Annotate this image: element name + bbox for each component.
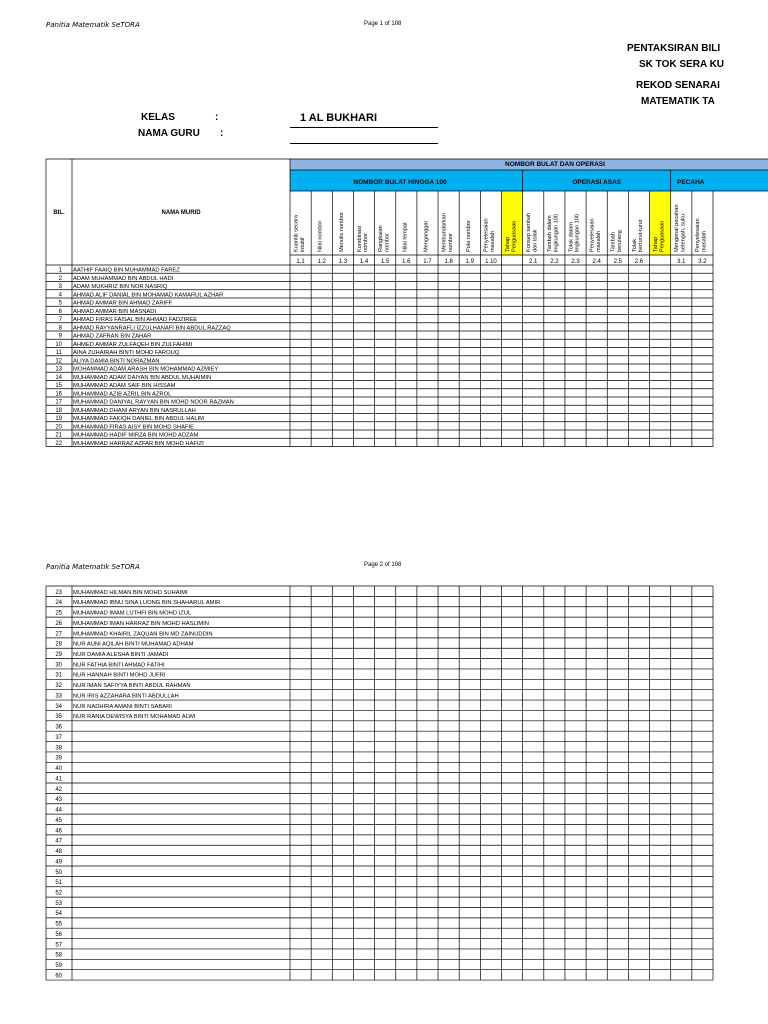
student-name: MUHAMMAD IBNU SINA LUONG BIN SHAHARUL AMIR <box>73 600 221 607</box>
student-no: 2 <box>58 275 62 282</box>
page1-header-left: Panitia Matematik SeTORA <box>46 21 140 29</box>
student-name: NUR IMAN SAFIYYA BINTI ABDUL RAHMAN <box>73 683 191 690</box>
column-label <box>484 218 496 252</box>
kelas-label: KELAS <box>141 112 175 123</box>
student-name: MUHAMMAD HARRAZ AZFAR BIN MOHD HAFIZI <box>73 440 204 447</box>
student-no: 46 <box>55 828 62 835</box>
column-code: 2.3 <box>571 259 580 265</box>
column-label-line: Tolak <box>631 238 638 252</box>
subheader-operasi-asas: OPERASI ASAS <box>572 179 622 186</box>
student-no: 55 <box>55 921 62 928</box>
student-name: AATHIF FAAIQ BIN MUHAMMAD FAREZ <box>73 267 180 274</box>
student-no: 26 <box>55 620 62 627</box>
student-name: MUHAMMAD ADAM SAIF BIN HISSAM <box>73 383 176 390</box>
student-name: MOHAMMAD ADAM ARASH BIN MOHAMMAD AZMIEY <box>73 366 219 373</box>
column-label-line: Kombinasi <box>356 225 363 252</box>
student-no: 36 <box>55 724 62 731</box>
column-code: 1.9 <box>465 259 474 265</box>
column-label <box>674 204 686 252</box>
column-label-line: Tahap <box>504 236 511 252</box>
student-no: 27 <box>55 631 62 638</box>
student-name: NUR AUNI AQILAH BINTI MUHAMAD ADHAM <box>73 641 194 648</box>
student-name: AHMAD RAYYANRAFLI IZZULHANAFI BIN ABDUL RAZZAQ <box>73 325 231 332</box>
column-label <box>441 213 453 252</box>
student-no: 58 <box>55 952 62 959</box>
page1-page-label: Page 1 of 108 <box>364 21 402 27</box>
student-no: 30 <box>55 662 62 669</box>
column-label-line: Pola nombor <box>465 220 472 252</box>
student-no: 18 <box>55 407 62 414</box>
column-label-line: Penyelesaian <box>695 218 702 252</box>
student-no: 14 <box>55 374 62 381</box>
student-name: MUHAMMAD ADAM DAIYAN BIN ABDUL MUHAIMIN <box>73 374 212 381</box>
student-no: 3 <box>58 284 62 291</box>
student-name: MUHAMMAD FIRAS AISY BIN MOHD SHAFIE <box>73 424 194 431</box>
student-no: 11 <box>55 350 62 357</box>
student-no: 44 <box>55 807 62 814</box>
student-no: 56 <box>55 931 62 938</box>
kelas-colon: : <box>215 112 219 123</box>
student-name: MUHAMMAD IMAM LUTHFI BIN MOHD IZUL <box>73 610 192 617</box>
title-line-1: PENTAKSIRAN BILI <box>627 43 721 54</box>
column-code: 1.6 <box>402 259 411 265</box>
student-name: AINA ZUHAIRAH BINTI MOHD FAROUQ <box>73 350 180 357</box>
student-name: MUHAMMAD DHANI ARYAN BIN NASRULLAH <box>73 407 196 414</box>
column-label-line: Tambah <box>610 232 617 252</box>
column-label-line: intuitif <box>299 237 306 252</box>
column-label-line: Menulis nombor <box>338 212 345 252</box>
student-name: ALIYA DAMIA BINTI NORAZMAN <box>73 358 160 365</box>
student-name: MUHAMMAD HILMAN BIN MOHD SUHAIMI <box>73 589 188 596</box>
student-name: AHMAD FIRAS FAISAL BIN AHMAD FADZIREE <box>73 317 198 324</box>
student-no: 15 <box>55 383 62 390</box>
student-name: AHMED AMMAR ZULFAQEH BIN ZULFAHIMI <box>73 341 193 348</box>
student-name: MUHAMMAD FAKIQH DANIEL BIN ABDUL HALIM <box>73 416 204 423</box>
column-label-line: Penyelesaian <box>483 218 490 252</box>
student-no: 10 <box>55 341 62 348</box>
column-label-line: Penguasaan <box>659 220 666 252</box>
guru-colon: : <box>220 128 224 139</box>
column-label-line: Tambah dalam <box>547 215 554 252</box>
column-label-line: setengah, suku <box>680 214 687 252</box>
column-label-line: lingkungan 100 <box>574 214 581 252</box>
student-no: 42 <box>55 786 62 793</box>
column-code: 2.2 <box>550 259 559 265</box>
student-no: 53 <box>55 900 62 907</box>
column-label <box>695 218 707 252</box>
column-label-line: nombor <box>447 233 454 252</box>
student-no: 50 <box>55 869 62 876</box>
student-name: MUHAMMAD HADIF MIRZA BIN MOHD ADZAM <box>73 432 199 439</box>
column-label <box>547 214 559 252</box>
student-no: 21 <box>55 432 62 439</box>
column-label <box>339 212 345 252</box>
column-label <box>589 218 601 252</box>
student-no: 57 <box>55 942 62 949</box>
column-label <box>402 222 408 252</box>
column-label-line: Nilai tempat <box>402 222 409 252</box>
column-label-line: Nilai nombor <box>317 220 324 252</box>
student-no: 54 <box>55 911 62 918</box>
student-name: NUR IRIS AZZAHARA BINTI ABDULLAH <box>73 693 179 700</box>
column-code: 2.1 <box>529 259 538 265</box>
column-code: 1.2 <box>317 259 326 265</box>
column-label-line: berturut-turut <box>638 219 645 252</box>
student-no: 6 <box>58 308 62 315</box>
student-name: MUHAMMAD IMAN HARRAZ BIN MOHD HASLIMIN <box>73 620 209 627</box>
column-code: 2.6 <box>634 259 644 265</box>
column-code: 1.5 <box>381 259 390 265</box>
student-no: 17 <box>55 399 62 406</box>
student-name: MUHAMMAD KHAIRIL ZAQUAN BIN MD ZAINUDDIN <box>73 631 213 638</box>
page2-page-label: Page 2 of 108 <box>364 562 402 568</box>
column-label-line: Menganggar <box>423 220 430 252</box>
student-no: 7 <box>58 317 62 324</box>
student-no: 49 <box>55 859 62 866</box>
student-no: 38 <box>55 745 62 752</box>
student-no: 33 <box>55 693 62 700</box>
column-label-line: masalah <box>701 230 708 252</box>
subheader-nombor-bulat: NOMBOR BULAT HINGGA 100 <box>353 179 447 186</box>
column-label <box>568 214 580 252</box>
student-no: 25 <box>55 610 62 617</box>
student-no: 40 <box>55 766 62 773</box>
student-no: 52 <box>55 890 62 897</box>
student-no: 45 <box>55 817 62 824</box>
bil-header: BIL. <box>53 210 65 216</box>
student-no: 60 <box>55 973 62 980</box>
student-no: 23 <box>55 589 62 596</box>
title-line-3: REKOD SENARAI <box>636 80 720 91</box>
column-label <box>357 226 369 252</box>
student-no: 13 <box>55 366 62 373</box>
column-label-line: Tolak dalam <box>568 222 575 252</box>
student-no: 41 <box>55 776 62 783</box>
column-label-line: masalah <box>595 230 602 252</box>
student-no: 12 <box>55 358 62 365</box>
student-no: 59 <box>55 963 62 970</box>
column-code: 1.7 <box>423 259 432 265</box>
column-label <box>632 219 644 252</box>
student-no: 39 <box>55 755 62 762</box>
column-code: 1.3 <box>338 259 348 265</box>
student-name: MUHAMMAD DANIYAL RAYYAN BIN MOHD NOOR RAZMAN <box>73 399 234 406</box>
column-code: 3.1 <box>677 259 686 265</box>
student-name: NUR HANNAH BINTI MOHD JUFRI <box>73 672 166 679</box>
column-label-line: berulang <box>617 230 624 252</box>
column-label-line: masalah <box>490 230 497 252</box>
column-code: 1.4 <box>359 259 369 265</box>
column-label-line: lingkungan 100 <box>553 214 560 252</box>
page2-header-left: Panitia Matematik SeTORA <box>46 563 140 571</box>
title-line-4: MATEMATIK TA <box>641 96 715 107</box>
column-label-line: Membundarkan <box>441 213 448 252</box>
student-no: 5 <box>58 300 62 307</box>
student-name: NUR FATHIA BINTI AHMAD FATIHI <box>73 662 165 669</box>
column-label <box>318 220 324 252</box>
student-name: AHMAD AMMAR BIN AHMAD ZARIFF <box>73 300 173 307</box>
student-no: 51 <box>55 880 62 887</box>
student-no: 48 <box>55 849 62 856</box>
guru-label: NAMA GURU <box>138 128 200 139</box>
student-name: NUR NADHIRA AMANI BINTI SABARI <box>73 703 172 710</box>
student-no: 35 <box>55 714 62 721</box>
student-no: 28 <box>55 641 62 648</box>
student-no: 8 <box>58 325 62 332</box>
column-label <box>611 230 623 252</box>
column-label <box>378 225 390 252</box>
student-no: 20 <box>55 424 62 431</box>
student-no: 29 <box>55 651 62 658</box>
student-name: NUR RANIA DEWISYA BINTI MOHAMAD ALWI <box>73 714 196 721</box>
column-label-line: Konsep tambah <box>526 212 533 252</box>
column-code: 2.5 <box>613 259 622 265</box>
student-name: ADAM MUKHRIZ BIN NOR NASRIQ <box>73 284 168 291</box>
column-label <box>423 220 429 252</box>
column-label-line: Kuantiti secara <box>293 214 300 252</box>
column-label-line: Rangkaian <box>377 225 384 252</box>
student-no: 47 <box>55 838 62 845</box>
student-no: 34 <box>55 703 62 710</box>
kelas-value: 1 AL BUKHARI <box>300 112 378 124</box>
student-no: 16 <box>55 391 62 398</box>
column-label-line: Tahap <box>652 236 659 252</box>
student-no: 43 <box>55 797 62 804</box>
column-label <box>293 214 305 252</box>
column-code: 1.10 <box>485 259 497 265</box>
student-name: AHMAD ALIF DANIAL BIN MOHAMAD KAMARUL AZHAR <box>73 292 224 299</box>
student-name: ADAM MUHAMMAD BIN ABDUL HADI <box>73 275 174 282</box>
column-code: 2.4 <box>592 259 601 265</box>
student-no: 22 <box>55 440 62 447</box>
student-no: 9 <box>58 333 62 340</box>
column-label <box>526 213 538 252</box>
student-name: AHMAD AMMAR BIN MASNADI <box>73 308 157 315</box>
student-no: 1 <box>58 267 62 274</box>
title-line-2: SK TOK SERA KU <box>639 59 725 70</box>
student-no: 32 <box>55 683 62 690</box>
column-label-line: Mengenal pecahan <box>674 204 681 252</box>
subheader-pecahan: PECAHA <box>677 179 705 186</box>
student-no: 37 <box>55 734 62 741</box>
column-code: 3.2 <box>698 259 707 265</box>
nama-murid-header: NAMA MURID <box>161 210 201 216</box>
column-label-line: nombor <box>384 233 391 252</box>
group-header-text: NOMBOR BULAT DAN OPERASI <box>505 161 605 168</box>
student-name: MUHAMMAD AZIB AZRIL BIN AZROL <box>73 391 172 398</box>
column-label-line: Penguasaan <box>511 220 518 252</box>
column-label <box>466 220 472 252</box>
student-no: 4 <box>58 292 62 299</box>
student-no: 24 <box>55 600 62 607</box>
column-label-line: Penyelesaian <box>589 218 596 252</box>
column-code: 1.1 <box>296 259 305 265</box>
column-label-line: nombor <box>363 233 370 252</box>
student-name: AHMAD ZAFRAN BIN ZAHAR <box>73 333 152 340</box>
student-no: 19 <box>55 416 62 423</box>
column-code: 1.8 <box>444 259 453 265</box>
column-label-line: dan tolak <box>532 229 539 252</box>
student-no: 31 <box>55 672 62 679</box>
student-name: NUR DAMIA ALESHA BINTI JAMADI <box>73 651 169 658</box>
